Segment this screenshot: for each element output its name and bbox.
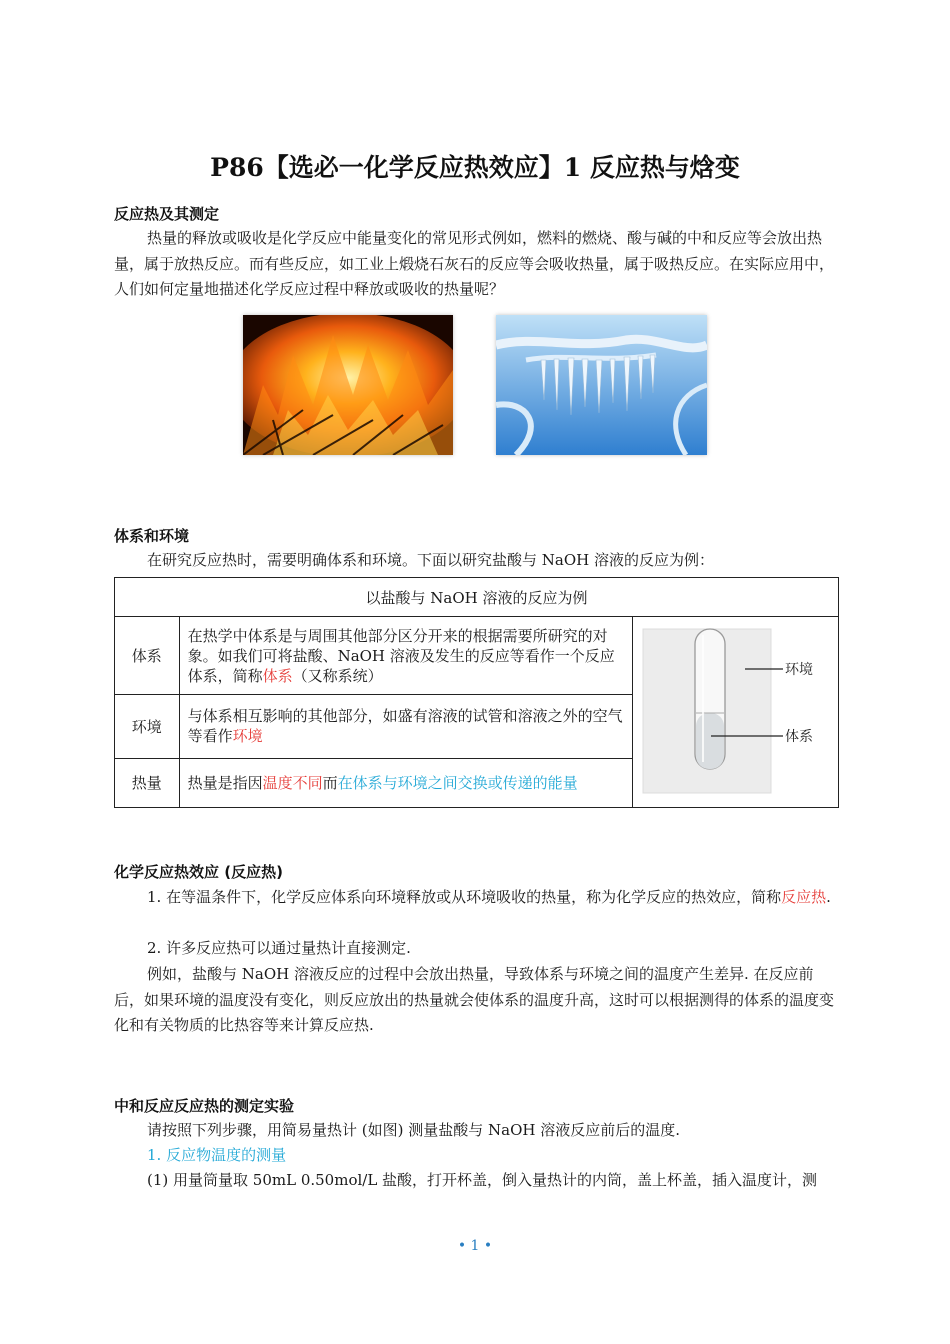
highlight-environment: 环境	[232, 727, 263, 746]
label-system: 体系	[784, 729, 813, 745]
paragraph-step-1: (1) 用量筒量取 50mL 0.50mol/L 盐酸，打开杯盖，倒入量热计的内筒，盖上杯盖，插入温度计，测	[147, 1171, 818, 1189]
table-caption: 以盐酸与 NaOH 溶液的反应为例	[115, 578, 839, 617]
section-paragraph-system-intro: 在研究反应热时，需要明确体系和环境。下面以研究盐酸与 NaOH 溶液的反应为例：	[147, 551, 714, 569]
row-text-environment: 与体系相互影响的其他部分，如盛有溶液的试管和溶液之外的空气等看作环境	[179, 695, 632, 759]
system-environment-table	[114, 577, 839, 808]
paragraph-experiment-intro: 请按照下列步骤，用简易量热计 (如图) 测量盐酸与 NaOH 溶液反应前后的温度.	[147, 1121, 680, 1139]
row-text-heat: 热量是指因温度不同而在体系与环境之间交换或传递的能量	[179, 758, 632, 807]
section-heading-reaction-heat: 反应热及其测定	[114, 205, 220, 223]
row-label-system: 体系	[115, 617, 180, 695]
section-heading-system-environment: 体系和环境	[114, 527, 190, 545]
row-label-environment: 环境	[115, 695, 180, 759]
paragraph-example: 例如，盐酸与 NaOH 溶液反应的过程中会放出热量，导致体系与环境之间的温度产生差异. 在反应前后，如果环境的温度没有变化，则反应放出的热量就会使体系的温度升高，这时可以根据测得的体系的温度变化和有关物质的比热容等来计算反应热.	[114, 965, 835, 1034]
row-label-heat: 热量	[115, 758, 180, 807]
test-tube-figure-cell	[632, 617, 838, 808]
section-heading-neutralization-experiment: 中和反应反应热的测定实验	[114, 1097, 295, 1115]
step-title-reactant-temperature: 1. 反应物温度的测量	[147, 1146, 287, 1164]
section-paragraph-intro: 热量的释放或吸收是化学反应中能量变化的常见形式例如，燃料的燃烧、酸与碱的中和反应等会放出热量，属于放热反应。而有些反应，如工业上煅烧石灰石的反应等会吸收热量，属于吸热反应。在实际应用中，人们如何定量地描述化学反应过程中释放或吸收的热量呢？	[114, 229, 835, 298]
label-environment: 环境	[784, 662, 813, 678]
page-title: P86【选必一化学反应热效应】1 反应热与焓变	[210, 153, 740, 182]
row-text-system: 在热学中体系是与周围其他部分区分开来的根据需要所研究的对象。如我们可将盐酸、NaOH 溶液及发生的反应等看作一个反应体系，简称体系（又称系统）	[179, 617, 632, 695]
test-tube-figure	[633, 617, 838, 803]
highlight-temperature-difference: 温度不同	[262, 773, 323, 792]
section-heading-thermal-effect: 化学反应热效应 (反应热)	[114, 863, 283, 881]
ice-image	[496, 315, 707, 455]
highlight-system: 体系	[262, 666, 293, 685]
highlight-reaction-heat: 反应热	[781, 888, 827, 906]
paragraph-thermal-effect-definition: 1. 在等温条件下，化学反应体系向环境释放或从环境吸收的热量，称为化学反应的热效应，简称反应热.	[147, 888, 831, 906]
paragraph-calorimeter: 2. 许多反应热可以通过量热计直接测定.	[147, 939, 411, 957]
page-number: • 1 •	[457, 1238, 493, 1254]
highlight-energy-transfer: 在体系与环境之间交换或传递的能量	[337, 773, 578, 792]
fire-image	[243, 315, 453, 455]
